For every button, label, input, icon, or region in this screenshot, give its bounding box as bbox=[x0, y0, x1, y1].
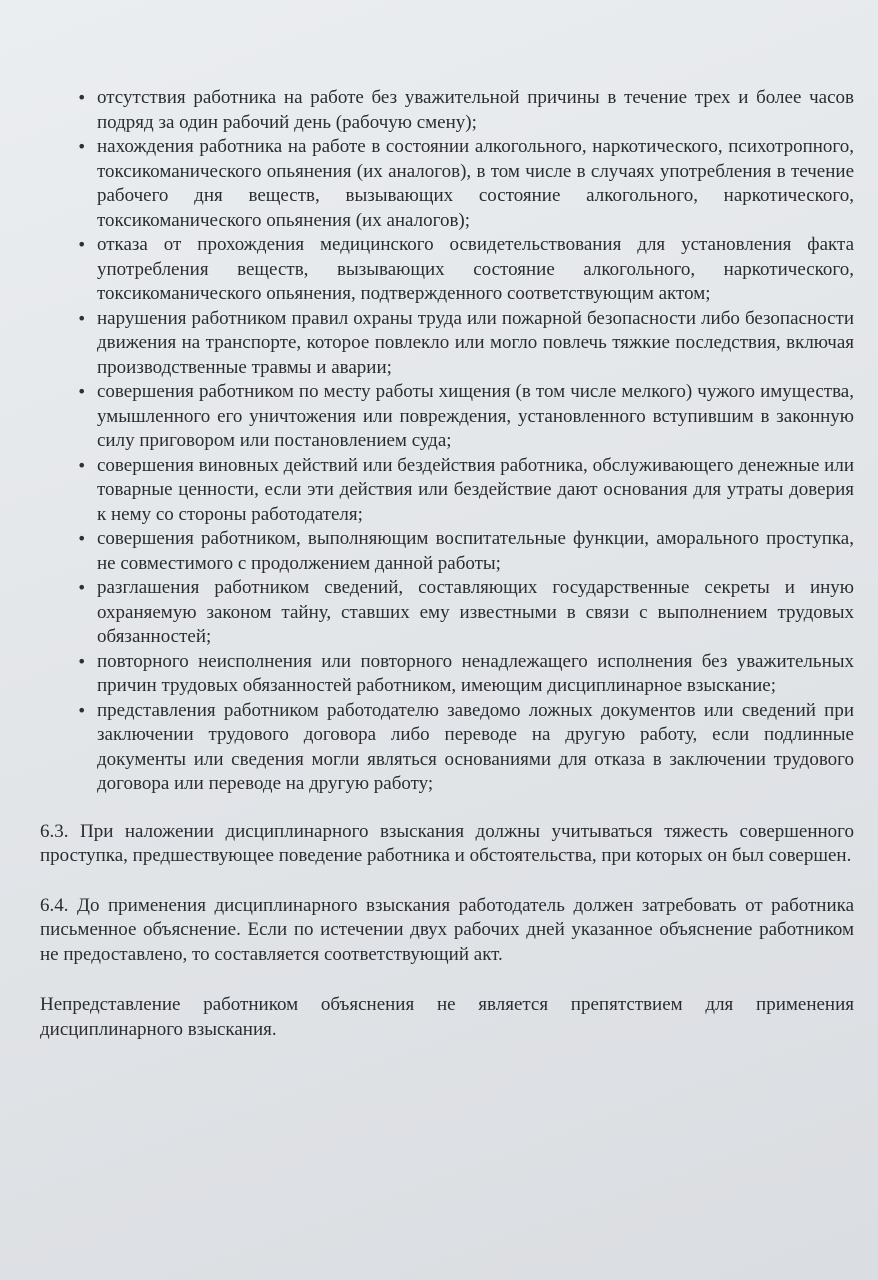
list-item: • совершения работником по месту работы хищения (в том числе мелкого) чужого имущества, умышленного его уничтожения или повреждения, установленного вступившим в законную силу приговором или постановлением суда; bbox=[40, 380, 854, 454]
grounds-list bbox=[40, 86, 854, 797]
list-item: • совершения работником, выполняющим воспитательные функции, аморального проступка, не совместимого с продолжением данной работы; bbox=[40, 527, 854, 576]
list-item: • разглашения работником сведений, составляющих государственные секреты и иную охраняемую законом тайну, ставших ему известными в связи с выполнением трудовых обязанностей; bbox=[40, 576, 854, 650]
list-item: • нахождения работника на работе в состоянии алкогольного, наркотического, психотропного, токсикоманического опьянения (их аналогов), в том числе в случаях употребления в течение рабочего дня веществ, вызывающих состояние алкогольного, наркотического, токсикоманического опьянения (их аналогов); bbox=[40, 135, 854, 233]
list-item: • совершения виновных действий или бездействия работника, обслуживающего денежные или товарные ценности, если эти действия или бездействие дают основания для утраты доверия к нему со стороны работодателя; bbox=[40, 454, 854, 528]
list-item: • повторного неисполнения или повторного ненадлежащего исполнения без уважительных причин трудовых обязанностей работником, имеющим дисциплинарное взыскание; bbox=[40, 650, 854, 699]
list-item: • отказа от прохождения медицинского освидетельствования для установления факта употребления веществ, вызывающих состояние алкогольного, наркотического, токсикоманического опьянения, подтвержденного соответствующим актом; bbox=[40, 233, 854, 307]
list-item: • отсутствия работника на работе без уважительной причины в течение трех и более часов подряд за один рабочий день (рабочую смену); bbox=[40, 86, 854, 135]
paragraph-note: Непредставление работником объяснения не является препятствием для применения дисциплинарного взыскания. bbox=[40, 994, 854, 1040]
list-item: • нарушения работником правил охраны труда или пожарной безопасности либо безопасности движения на транспорте, которое повлекло или могло повлечь тяжкие последствия, включая производственные травмы и аварии; bbox=[40, 307, 854, 381]
list-item: • представления работником работодателю заведомо ложных документов или сведений при заключении трудового договора либо переводе на другую работу, если подлинные документы или сведения могли являться основаниями для отказа в заключении трудового договора или переводе на другую работу; bbox=[40, 699, 854, 797]
paragraph-6-3: 6.3. При наложении дисциплинарного взыскания должны учитываться тяжесть совершенного проступка, предшествующее поведение работника и обстоятельства, при которых он был совершен. bbox=[40, 820, 854, 866]
paragraph-6-4: 6.4. До применения дисциплинарного взыскания работодатель должен затребовать от работника письменное объяснение. Если по истечении двух рабочих дней указанное объяснение работником не предоставлено, то составляется соответствующий акт. bbox=[40, 894, 854, 965]
